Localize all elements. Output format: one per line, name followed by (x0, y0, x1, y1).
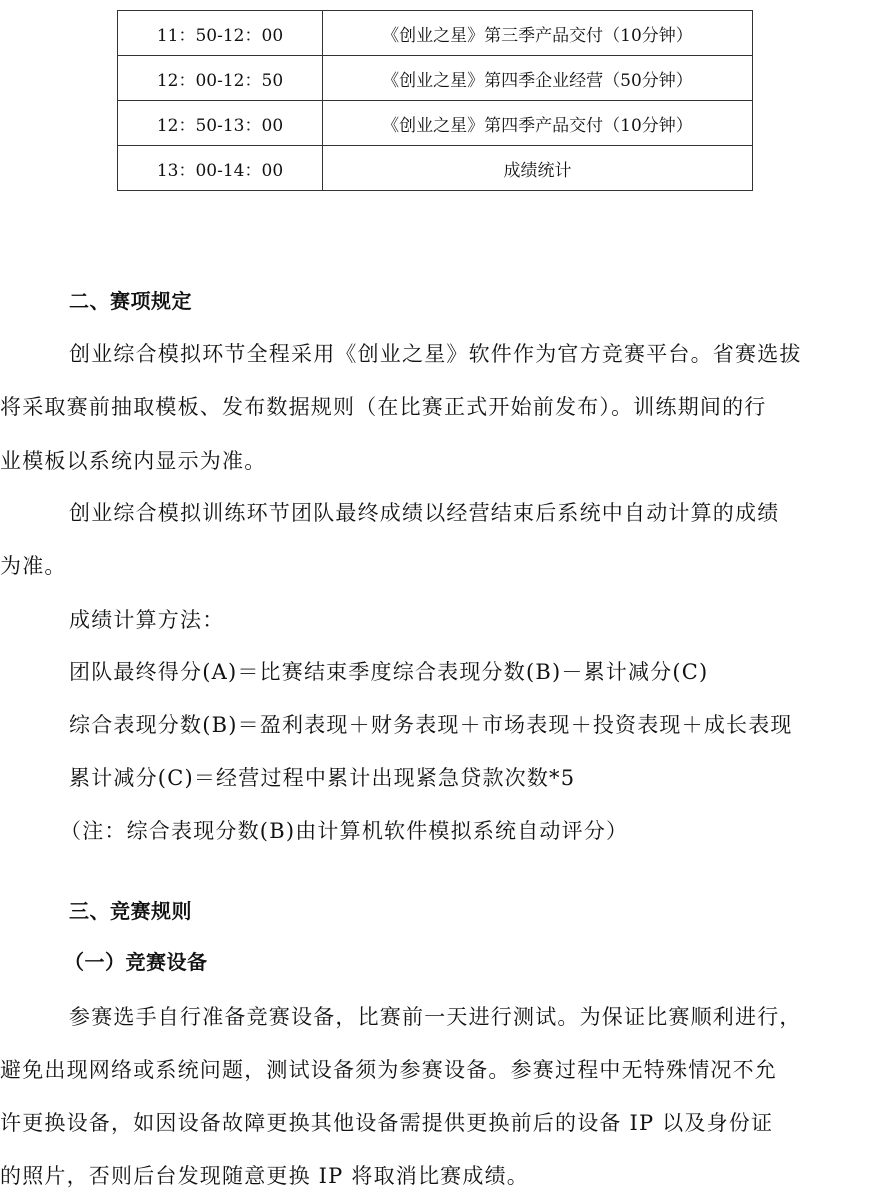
formula-line: 综合表现分数(B)＝盈利表现＋财务表现＋市场表现＋投资表现＋成长表现 (69, 713, 793, 737)
table-row (118, 146, 753, 191)
paragraph-line: 将采取赛前抽取模板、发布数据规则（在比赛正式开始前发布）。训练期间的行 (0, 395, 767, 419)
formula-line: 团队最终得分(A)＝比赛结束季度综合表现分数(B)－累计减分(C) (69, 660, 709, 684)
item-cell: 《创业之星》第四季企业经营（50分钟） (323, 56, 753, 101)
note-line: （注：综合表现分数(B)由计算机软件模拟系统自动评分） (60, 819, 629, 843)
paragraph-line: 避免出现网络或系统问题，测试设备须为参赛设备。参赛过程中无特殊情况不允 (0, 1058, 777, 1082)
section-heading: 三、竞赛规则 (69, 899, 192, 923)
method-title: 成绩计算方法： (69, 608, 225, 632)
paragraph-line: 参赛选手自行准备竞赛设备，比赛前一天进行测试。为保证比赛顺利进行， (69, 1005, 802, 1029)
paragraph-line: 为准。 (0, 554, 67, 578)
time-cell: 12：00-12：50 (118, 56, 323, 101)
section-heading: 二、赛项规定 (69, 289, 192, 313)
table-row (118, 101, 753, 146)
subsection-heading: （一）竞赛设备 (64, 950, 208, 974)
time-cell: 13：00-14：00 (118, 146, 323, 191)
item-cell: 《创业之星》第四季产品交付（10分钟） (323, 101, 753, 146)
time-cell: 12：50-13：00 (118, 101, 323, 146)
table-row (118, 11, 753, 56)
formula-line: 累计减分(C)＝经营过程中累计出现紧急贷款次数*5 (69, 766, 576, 790)
schedule-table (117, 10, 753, 191)
table-row (118, 56, 753, 101)
item-cell: 《创业之星》第三季产品交付（10分钟） (323, 11, 753, 56)
time-cell: 11：50-12：00 (118, 11, 323, 56)
paragraph-line: 业模板以系统内显示为准。 (0, 449, 267, 473)
item-cell: 成绩统计 (323, 146, 753, 191)
paragraph-line: 创业综合模拟训练环节团队最终成绩以经营结束后系统中自动计算的成绩 (69, 501, 780, 525)
paragraph-line: 许更换设备，如因设备故障更换其他设备需提供更换前后的设备 IP 以及身份证 (0, 1111, 774, 1135)
paragraph-line: 创业综合模拟环节全程采用《创业之星》软件作为官方竞赛平台。省赛选拔 (69, 342, 802, 366)
paragraph-line: 的照片，否则后台发现随意更换 IP 将取消比赛成绩。 (0, 1164, 529, 1188)
